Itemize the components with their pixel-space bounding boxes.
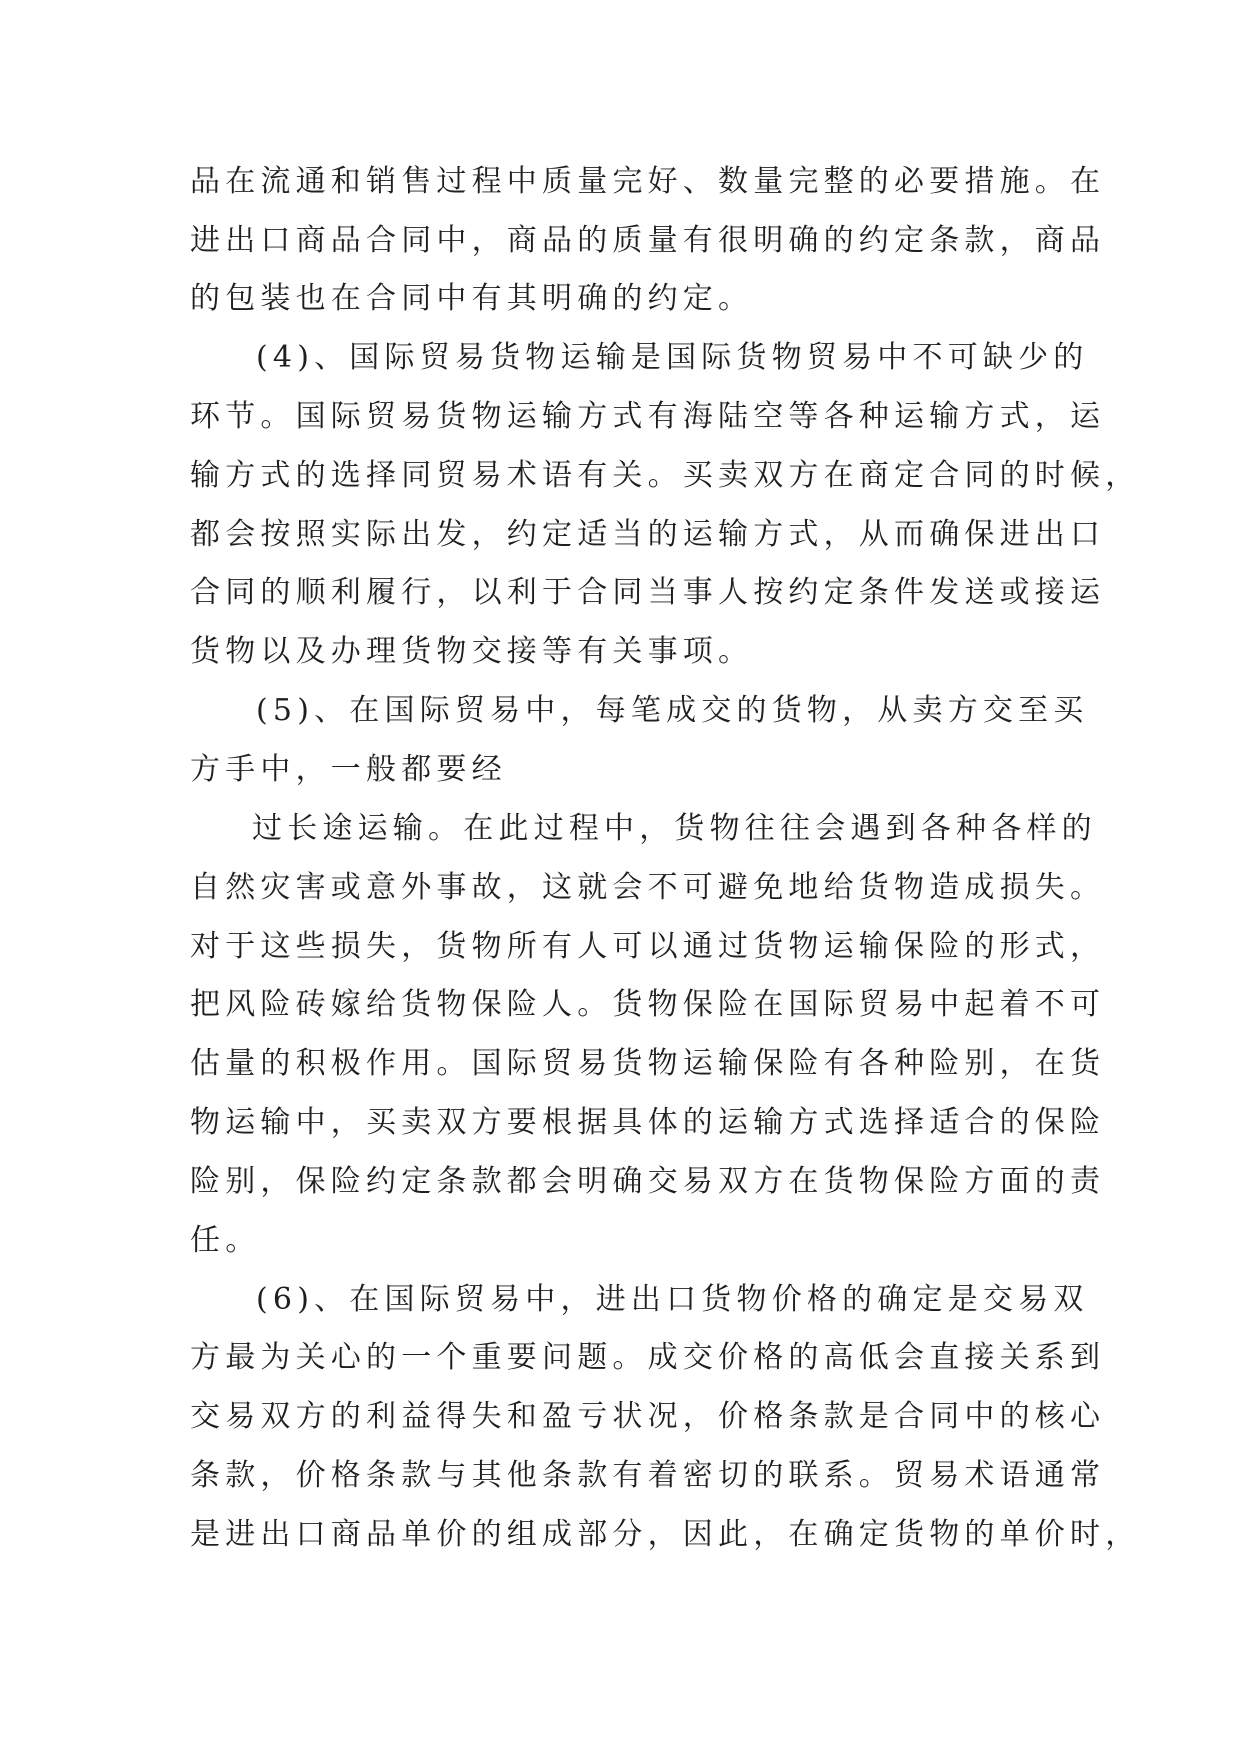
text-line: 对于这些损失，货物所有人可以通过货物运输保险的形式， <box>190 929 1106 964</box>
text-line: 输方式的选择同贸易术语有关。买卖双方在商定合同的时候， <box>190 458 1141 493</box>
text-line: 任。 <box>190 1223 261 1258</box>
text-line: 条款，价格条款与其他条款有着密切的联系。贸易术语通常 <box>190 1458 1106 1493</box>
text-line: 品在流通和销售过程中质量完好、数量完整的必要措施。在 <box>190 164 1106 199</box>
text-line: 的包装也在合同中有其明确的约定。 <box>190 281 754 316</box>
text-line: 险别，保险约定条款都会明确交易双方在货物保险方面的责 <box>190 1164 1106 1199</box>
text-line: 合同的顺利履行，以利于合同当事人按约定条件发送或接运 <box>190 575 1106 610</box>
text-line: 物运输中，买卖双方要根据具体的运输方式选择适合的保险 <box>190 1105 1106 1140</box>
text-line: 交易双方的利益得失和盈亏状况，价格条款是合同中的核心 <box>190 1399 1106 1434</box>
text-line: 进出口商品合同中，商品的质量有很明确的约定条款，商品 <box>190 223 1106 258</box>
text-line: 方手中，一般都要经 <box>190 752 507 787</box>
text-line: 货物以及办理货物交接等有关事项。 <box>190 634 754 669</box>
text-line: 把风险砖嫁给货物保险人。货物保险在国际贸易中起着不可 <box>190 987 1106 1022</box>
text-line: 都会按照实际出发，约定适当的运输方式，从而确保进出口 <box>190 517 1106 552</box>
paragraph-6-start: (6)、在国际贸易中，进出口货物价格的确定是交易双 <box>256 1282 1089 1317</box>
text-line: 估量的积极作用。国际贸易货物运输保险有各种险别，在货 <box>190 1046 1106 1081</box>
paragraph-5-start: (5)、在国际贸易中，每笔成交的货物，从卖方交至买 <box>256 693 1089 728</box>
paragraph-4-start: (4)、国际贸易货物运输是国际货物贸易中不可缺少的 <box>256 340 1089 375</box>
text-line: 自然灾害或意外事故，这就会不可避免地给货物造成损失。 <box>190 870 1106 905</box>
text-line: 方最为关心的一个重要问题。成交价格的高低会直接关系到 <box>190 1340 1106 1375</box>
text-line: 环节。国际贸易货物运输方式有海陆空等各种运输方式，运 <box>190 399 1106 434</box>
text-line: 是进出口商品单价的组成部分，因此，在确定货物的单价时， <box>190 1517 1141 1552</box>
text-line: 过长途运输。在此过程中，货物往往会遇到各种各样的 <box>252 811 1097 846</box>
